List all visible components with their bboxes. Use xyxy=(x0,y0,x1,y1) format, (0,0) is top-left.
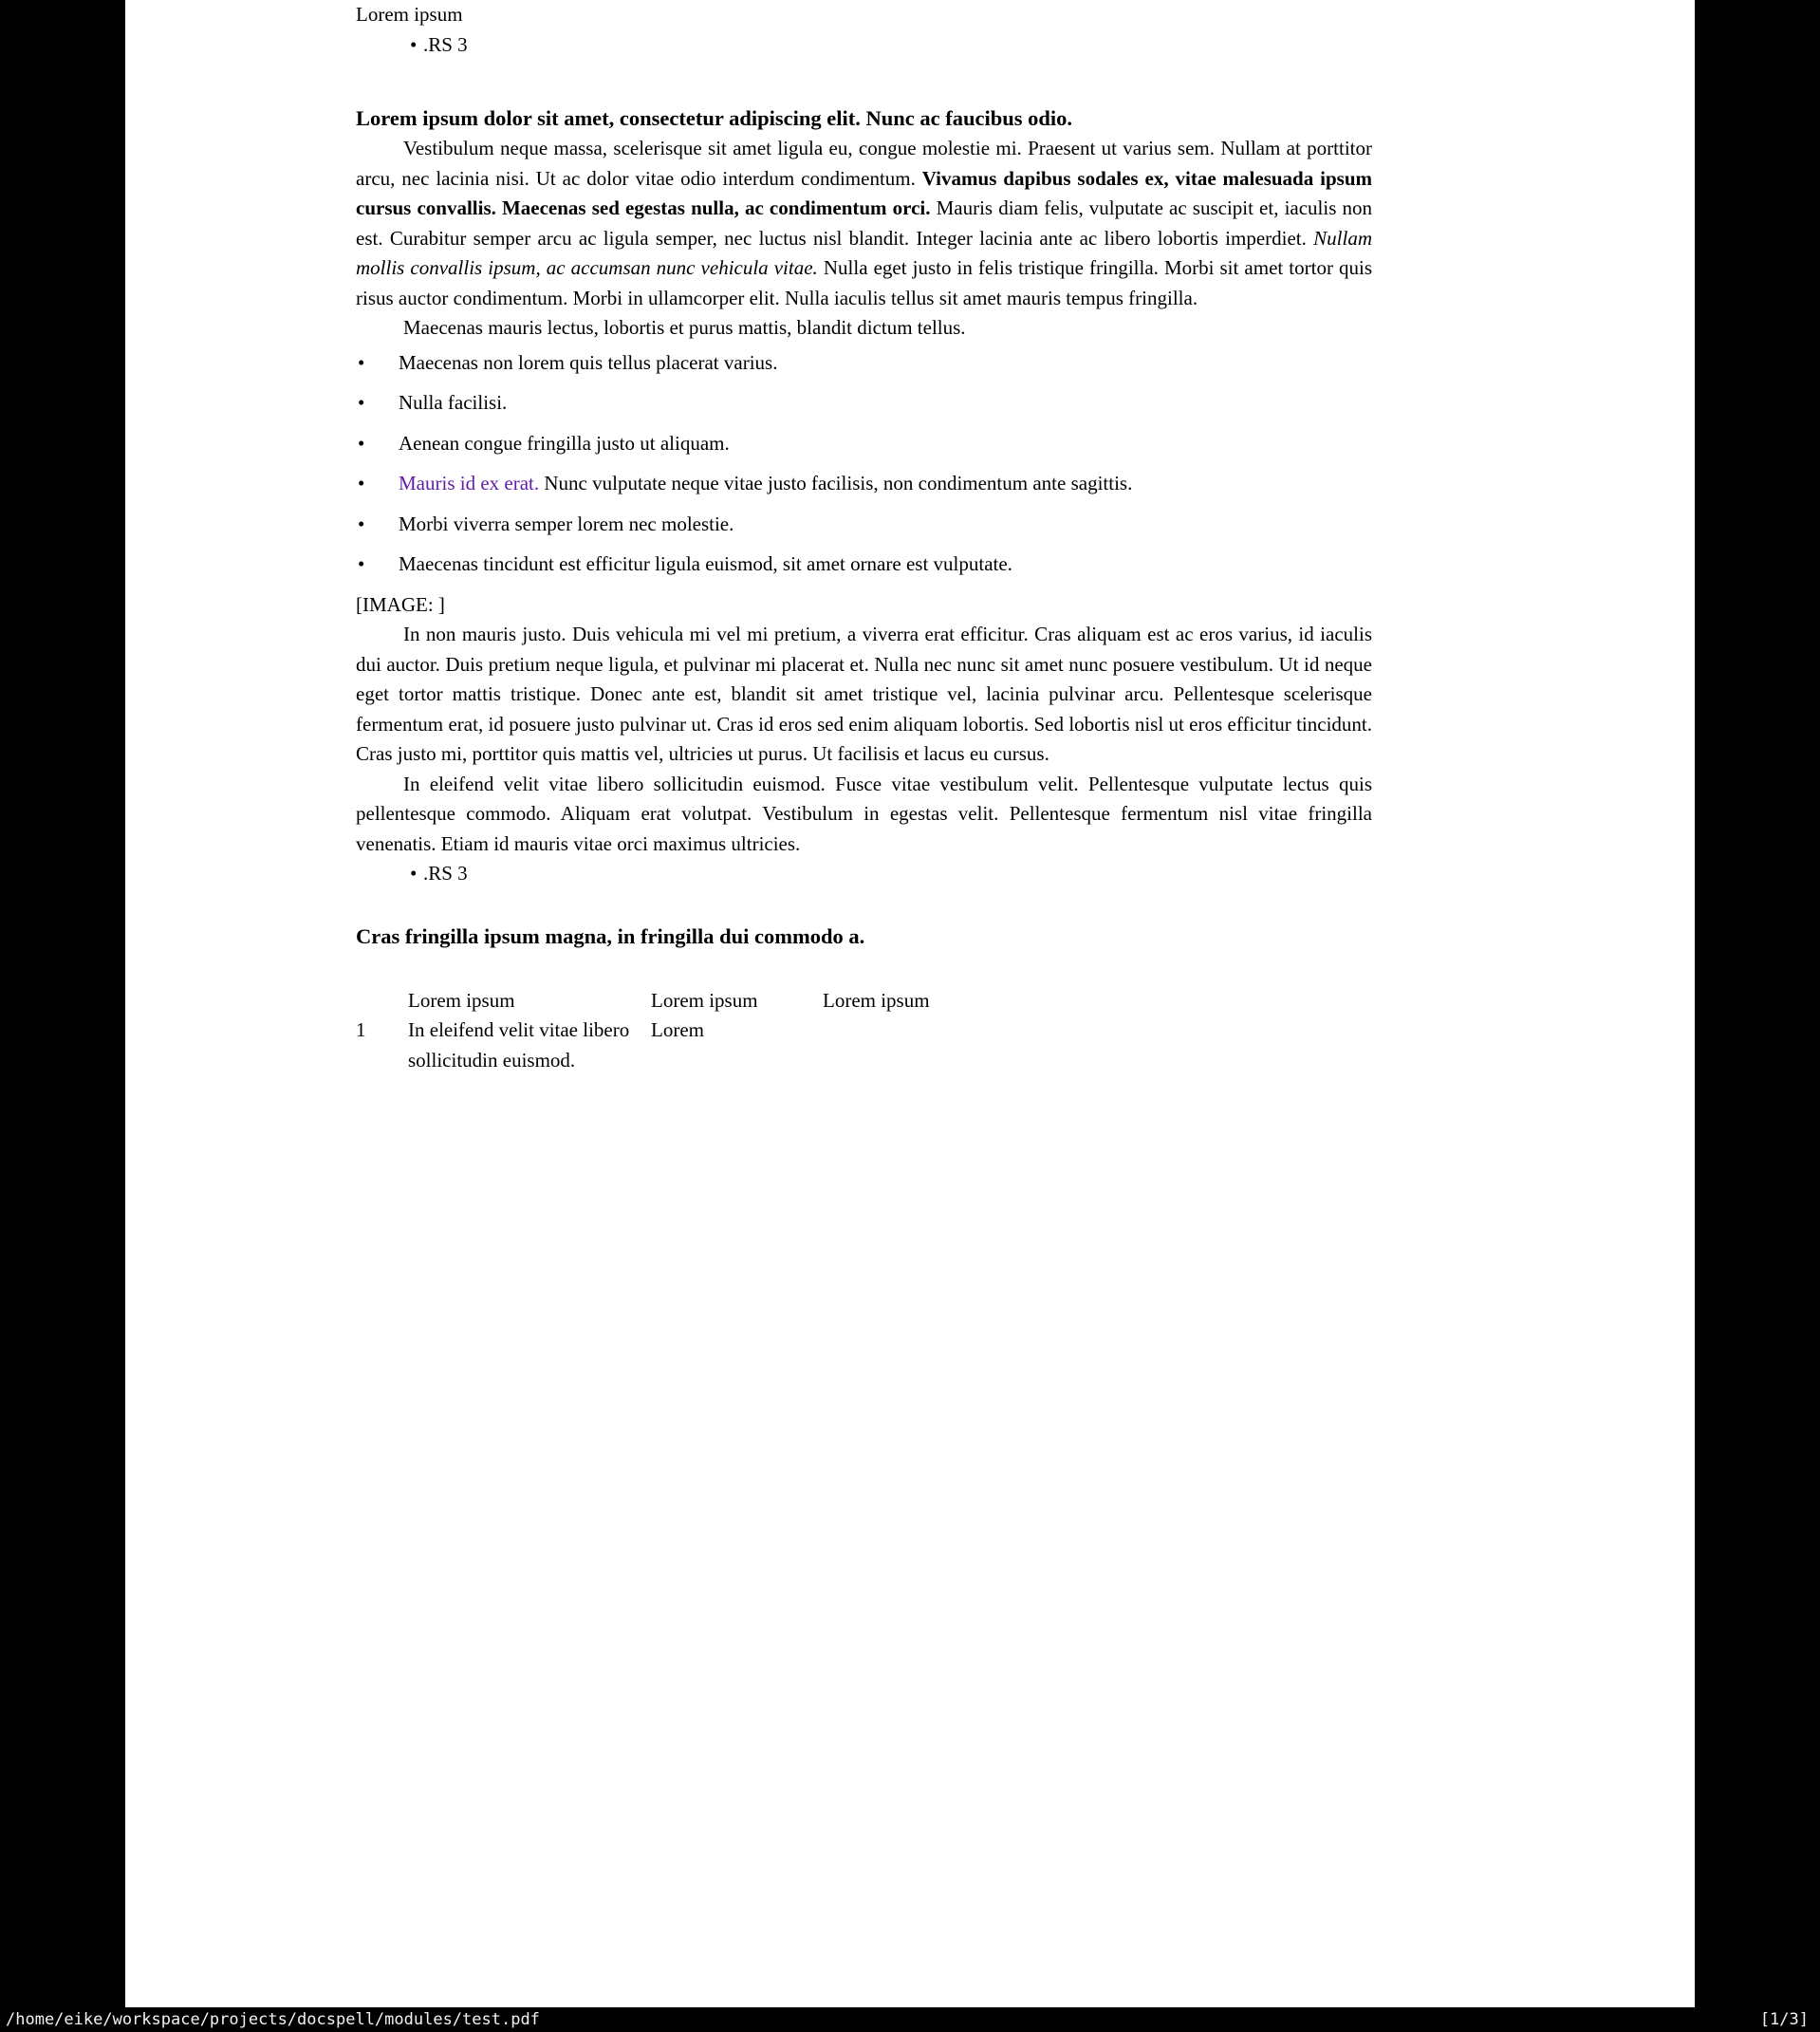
document-page[interactable] xyxy=(125,0,1695,2007)
rs-bullet-line xyxy=(356,30,1372,61)
mauris-id-ex-erat-link[interactable]: Mauris id ex erat. xyxy=(399,472,540,494)
paragraph-1-italic: Nullam mollis convallis ipsum, ac accumsan nunc vehicula vitae. xyxy=(356,226,1372,279)
statusbar-file-path: /home/eike/workspace/projects/docspell/modules/test.pdf xyxy=(6,2010,540,2029)
bullet-marker: • xyxy=(358,391,365,414)
section-heading-1: Lorem ipsum dolor sit amet, consectetur adipiscing elit. Nunc ac faucibus odio. xyxy=(356,106,1073,130)
table-header-cell: Lorem ipsum xyxy=(651,988,758,1012)
paragraph-1 xyxy=(356,134,1372,313)
list-item xyxy=(356,510,1372,540)
bullet-marker: • xyxy=(358,512,365,535)
paragraph-1-normal-1: Vestibulum neque massa, scelerisque sit amet ligula eu, congue molestie mi. Praesent ut varius sem. Nullam at porttitor arcu, nec lacinia nisi. Ut ac dolor vitae odio interdum condimentum. xyxy=(356,137,1372,190)
statusbar-page-indicator: [1/3] xyxy=(1759,2010,1809,2029)
bullet-list xyxy=(356,348,1372,580)
rs-bullet-line xyxy=(356,859,1372,889)
bullet-marker: • xyxy=(410,32,418,56)
document-table xyxy=(356,986,1372,1076)
paragraph-1-normal-2: Mauris diam felis, vulputate ac suscipit et, iaculis non est. Curabitur semper arcu ac ligula semper, nec luctus nisl blandit. Integer lacinia ante ac libero lobortis imperdiet. xyxy=(356,196,1372,250)
paragraph-1-bold: Vivamus dapibus sodales ex, vitae malesuada ipsum cursus convallis. Maecenas sed egestas nulla, ac condimentum orci. xyxy=(356,166,1372,219)
bullet-marker: • xyxy=(358,350,365,374)
bullet-marker: • xyxy=(410,862,418,885)
page-content xyxy=(356,0,1372,1075)
table-cell: In eleifend velit vitae libero sollicitudin euismod. xyxy=(408,1018,630,1072)
rs-bullet-label: .RS 3 xyxy=(423,862,468,885)
statusbar xyxy=(0,2007,1820,2032)
intro-label: Lorem ipsum xyxy=(356,3,463,26)
table-header-cell: Lorem ipsum xyxy=(823,988,930,1012)
bullet-marker: • xyxy=(358,552,365,575)
table-cell: Lorem xyxy=(651,1018,704,1041)
list-item-text: Aenean congue fringilla justo ut aliquam. xyxy=(399,431,730,455)
bullet-marker: • xyxy=(358,431,365,455)
table-cell xyxy=(823,1016,1372,1075)
table-header-row xyxy=(356,986,1372,1016)
paragraph-3: In non mauris justo. Duis vehicula mi vel mi pretium, a viverra erat efficitur. Cras aliquam est ac eros varius, id iaculis dui auctor. Duis pretium neque ligula, et pulvinar mi placerat et. Nulla nec nunc sit amet nunc posuere vestibulum. Ut id neque eget tortor mattis tristique. Donec ante est, blandit sit amet tristique vel, lacinia pulvinar arcu. Pellentesque scelerisque fermentum erat, id posuere justo pulvinar ut. Cras id eros sed enim aliquam lobortis. Sed lobortis nisl ut eros efficitur tincidunt. Cras justo mi, porttitor quis mattis vel, ultricies ut purus. Ut facilisis et lacus eu cursus. xyxy=(356,623,1372,765)
list-item xyxy=(356,469,1372,499)
paragraph-2: Maecenas mauris lectus, lobortis et purus mattis, blandit dictum tellus. xyxy=(403,316,966,339)
table-row xyxy=(356,1016,1372,1075)
list-item xyxy=(356,429,1372,459)
table-header-cell: Lorem ipsum xyxy=(408,988,515,1012)
list-item-text: Nulla facilisi. xyxy=(399,391,508,414)
list-item xyxy=(356,550,1372,580)
list-item-text: Maecenas tincidunt est efficitur ligula euismod, sit amet ornare est vulputate. xyxy=(399,552,1012,575)
list-item-text: Nunc vulputate neque vitae justo facilisis, non condimentum ante sagittis. xyxy=(539,472,1133,494)
bullet-marker: • xyxy=(358,472,365,494)
table-row-number: 1 xyxy=(356,1018,366,1041)
rs-bullet-label: .RS 3 xyxy=(423,32,468,56)
list-item-text: Morbi viverra semper lorem nec molestie. xyxy=(399,512,734,535)
list-item-text: Maecenas non lorem quis tellus placerat varius. xyxy=(399,350,778,374)
paragraph-1-normal-3: Nulla eget justo in felis tristique fringilla. Morbi sit amet tortor quis risus auctor condimentum. Morbi in ullamcorper elit. Nulla iaculis tellus sit amet mauris tempus fringilla. xyxy=(356,256,1372,309)
section-heading-2: Cras fringilla ipsum magna, in fringilla dui commodo a. xyxy=(356,923,865,948)
table-header-cell-empty xyxy=(356,986,408,1016)
list-item xyxy=(356,348,1372,379)
list-item xyxy=(356,388,1372,419)
paragraph-4: In eleifend velit vitae libero sollicitudin euismod. Fusce vitae vestibulum velit. Pellentesque vulputate lectus quis pellentesque commodo. Aliquam erat volutpat. Vestibulum in egestas velit. Pellentesque fermentum nisl vitae fringilla venenatis. Etiam id mauris vitae orci maximus ultricies. xyxy=(356,772,1372,855)
image-placeholder-label: [IMAGE: ] xyxy=(356,592,445,616)
